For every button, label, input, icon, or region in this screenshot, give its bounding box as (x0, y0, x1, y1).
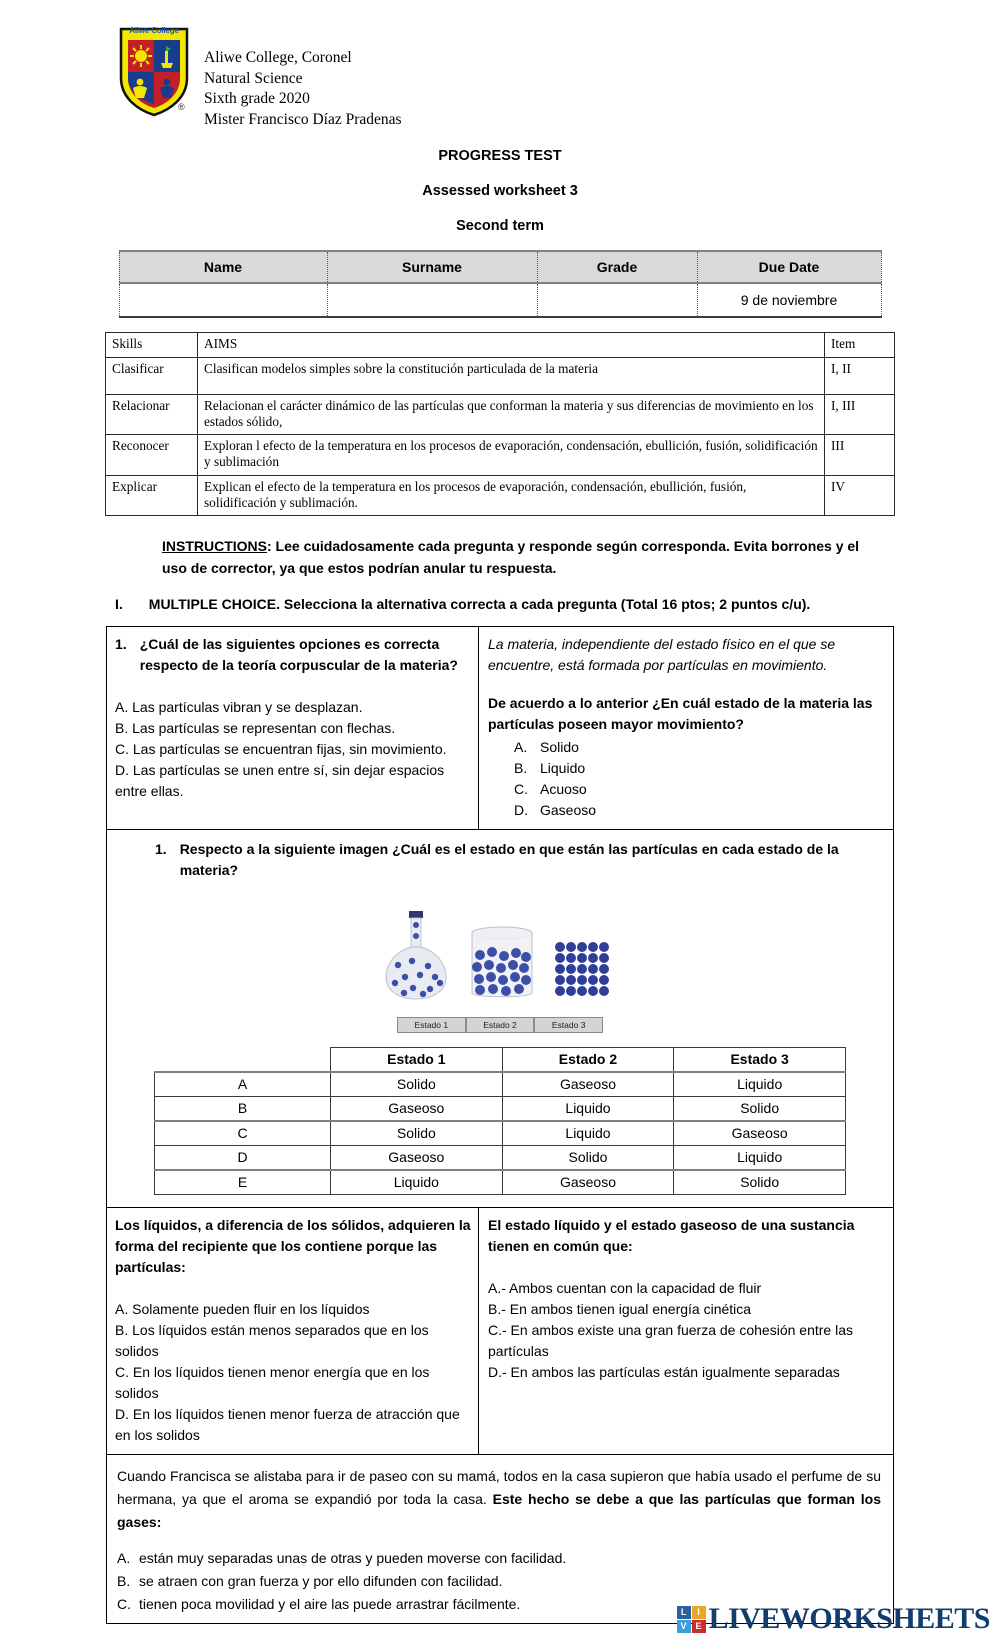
table-row[interactable] (155, 1072, 846, 1097)
cell-estado-2: Gaseoso (502, 1072, 674, 1097)
student-info-table (119, 250, 882, 318)
option-b-letter: B. (514, 760, 528, 777)
aim-cell: Relacionan el carácter dinámico de las partículas que conforman la materia y sus diferencias de movimiento en los estados sólido, (198, 394, 825, 434)
section-numeral: I. (115, 596, 123, 613)
option-a[interactable] (117, 1547, 881, 1570)
school-info-block (204, 26, 402, 130)
school-name: Aliwe College, Coronel (204, 49, 352, 66)
question-1-options (115, 697, 472, 802)
item-cell: I, II (825, 357, 895, 394)
option-c-text: Acuoso (540, 781, 587, 798)
option-a-text: Solido (540, 739, 579, 756)
row-letter: A (155, 1072, 331, 1097)
figure-label-estado-1: Estado 1 (397, 1017, 466, 1033)
table-row (106, 357, 895, 394)
option-c[interactable]: C. En los líquidos tienen menor energía que en los solidos (115, 1364, 430, 1402)
option-d-letter: D. (514, 802, 528, 819)
liveworksheets-logo[interactable] (677, 1602, 990, 1636)
col-surname: Surname (327, 251, 537, 283)
school-shield-logo (118, 26, 190, 118)
option-c-text: tienen poca movilidad y el aire las puede arrastrar fácilmente. (139, 1595, 521, 1612)
answer-matrix-table (154, 1047, 846, 1195)
table-header-row (155, 1048, 846, 1073)
col-aims: AIMS (198, 333, 825, 357)
option-d-text: Gaseoso (540, 802, 597, 819)
cell-estado-2: Liquido (502, 1121, 674, 1146)
instructions-label: INSTRUCTIONS (162, 537, 267, 554)
col-name: Name (119, 251, 327, 283)
cell-estado-2: Liquido (502, 1097, 674, 1122)
cell-estado-3: Liquido (674, 1146, 846, 1171)
cell-estado-1: Liquido (331, 1170, 503, 1195)
question-1-prompt-row (115, 634, 472, 676)
table-row[interactable] (155, 1097, 846, 1122)
option-b-text: se atraen con gran fuerza y por ello difunden con facilidad. (139, 1573, 503, 1590)
col-estado-1: Estado 1 (331, 1048, 503, 1073)
option-a[interactable]: A. Las partículas vibran y se desplazan. (115, 699, 363, 716)
option-c[interactable]: C.- En ambos existe una gran fuerza de cohesión entre las partículas (488, 1322, 853, 1360)
logo-wordmark: LIVEWORKSHEETS (708, 1602, 990, 1635)
live-blocks-icon (677, 1606, 706, 1633)
question-box-1 (106, 626, 894, 830)
aim-cell: Clasifican modelos simples sobre la constitución particulada de la materia (198, 357, 825, 394)
aim-cell: Exploran l efecto de la temperatura en los procesos de evaporación, condensación, ebullición, fusión, solidificación y sublimación (198, 435, 825, 475)
option-c[interactable] (514, 779, 885, 800)
option-b[interactable] (117, 1570, 881, 1593)
teacher-name: Mister Francisco Díaz Pradenas (204, 110, 402, 128)
col-item: Item (825, 333, 895, 357)
question-5-options (488, 1278, 885, 1383)
cell-estado-3: Solido (674, 1170, 846, 1195)
block-letter-l: L (677, 1606, 691, 1619)
option-b[interactable] (514, 758, 885, 779)
col-estado-3: Estado 3 (674, 1048, 846, 1073)
option-b[interactable]: B. Las partículas se representan con flechas. (115, 720, 396, 737)
worksheet-subtitle: Assessed worksheet 3 (422, 183, 578, 200)
option-a-text: están muy separadas unas de otras y pueden moverse con facilidad. (139, 1550, 567, 1567)
figure-label-estado-2: Estado 2 (466, 1017, 535, 1033)
cell-estado-3: Solido (674, 1097, 846, 1122)
grade-year: Sixth grade 2020 (204, 90, 310, 108)
cell-estado-1: Gaseoso (331, 1146, 503, 1171)
col-skills: Skills (106, 333, 198, 357)
table-header-row (119, 251, 881, 283)
cell-estado-2: Solido (502, 1146, 674, 1171)
option-c-letter: C. (117, 1595, 131, 1612)
option-a[interactable]: A. Solamente pueden fluir en los líquidos (115, 1301, 370, 1318)
skill-cell: Explicar (106, 475, 198, 515)
cube-solid-icon (552, 939, 616, 1001)
option-b[interactable]: B. Los líquidos están menos separados que en los solidos (115, 1322, 429, 1360)
block-letter-i: I (692, 1606, 706, 1619)
name-input-cell[interactable] (119, 283, 327, 317)
question-box-2 (106, 1208, 894, 1455)
col-grade: Grade (537, 251, 697, 283)
question-box-3 (106, 830, 894, 1208)
option-a-letter: A. (514, 739, 528, 756)
question-2-column (479, 627, 893, 829)
aim-cell: Explican el efecto de la temperatura en los procesos de evaporación, condensación, ebullición, fusión, solidificación y sublimación. (198, 475, 825, 515)
question-5-column (479, 1208, 893, 1454)
option-c-letter: C. (514, 781, 528, 798)
skill-cell: Relacionar (106, 394, 198, 434)
school-header (0, 0, 1000, 130)
option-d[interactable] (514, 800, 885, 821)
shield-caption: Aliwe College (129, 26, 179, 35)
question-4-column (107, 1208, 479, 1454)
question-2-statement: La materia, independiente del estado físico en el que se encuentre, está formada por partículas en movimiento. (488, 636, 836, 674)
question-4-prompt: Los líquidos, a diferencia de los sólidos, adquieren la forma del recipiente que los contiene porque las partículas: (115, 1217, 471, 1276)
table-row[interactable] (155, 1146, 846, 1171)
item-cell: III (825, 435, 895, 475)
cell-estado-1: Solido (331, 1072, 503, 1097)
question-3-prompt: Respecto a la siguiente imagen ¿Cuál es el estado en que están las partículas en cada estado de la materia? (179, 841, 839, 879)
question-3-number: 1. (155, 841, 167, 858)
item-cell: IV (825, 475, 895, 515)
table-header-row (106, 333, 895, 357)
option-d[interactable]: D.- En ambos las partículas están igualmente separadas (488, 1364, 840, 1381)
question-2-options (488, 737, 885, 821)
option-a-letter: A. (117, 1550, 131, 1567)
option-b-letter: B. (117, 1573, 131, 1590)
table-row (119, 283, 881, 317)
registered-mark: ® (178, 102, 185, 112)
question-6-bold-text: Este hecho se debe a que las partículas que forman los gases: (117, 1491, 881, 1530)
flask-gas-icon (380, 909, 452, 1001)
option-c[interactable]: C. Las partículas se encuentran fijas, sin movimiento. (115, 741, 447, 758)
skill-cell: Clasificar (106, 357, 198, 394)
section-multiple-choice-heading (105, 596, 895, 612)
instructions-paragraph (114, 536, 886, 579)
cell-estado-2: Gaseoso (502, 1170, 674, 1195)
surname-input-cell[interactable] (327, 283, 537, 317)
cell-estado-1: Solido (331, 1121, 503, 1146)
grade-input-cell[interactable] (537, 283, 697, 317)
table-row (106, 435, 895, 475)
row-letter: D (155, 1146, 331, 1171)
row-letter: B (155, 1097, 331, 1122)
skills-aims-table (105, 332, 895, 516)
option-d[interactable]: D. Las partículas se unen entre sí, sin dejar espacios entre ellas. (115, 762, 445, 800)
block-letter-v: V (677, 1620, 691, 1633)
question-3-prompt-row (117, 839, 883, 881)
option-d[interactable]: D. En los líquidos tienen menor fuerza de atracción que en los solidos (115, 1406, 460, 1444)
question-1-number: 1. (115, 636, 127, 653)
particle-states-figure (380, 893, 620, 1013)
figure-label-estado-3: Estado 3 (534, 1017, 603, 1033)
skill-cell: Reconocer (106, 435, 198, 475)
instructions-text: : Lee cuidadosamente cada pregunta y responde según corresponda. Evita borrones y el uso de corrector, ya que estos podrían anular tu respuesta. (162, 537, 860, 576)
cell-estado-3: Liquido (674, 1072, 846, 1097)
cell-estado-1: Gaseoso (331, 1097, 503, 1122)
block-letter-e: E (692, 1620, 706, 1633)
question-box-6 (106, 1455, 894, 1624)
option-a[interactable]: A.- Ambos cuentan con la capacidad de fluir (488, 1280, 762, 1297)
question-4-options (115, 1299, 472, 1446)
option-b[interactable]: B.- En ambos tienen igual energía cinética (488, 1301, 752, 1318)
col-due-date: Due Date (697, 251, 881, 283)
cell-estado-3: Gaseoso (674, 1121, 846, 1146)
option-a[interactable] (514, 737, 885, 758)
question-6-statement (117, 1465, 881, 1533)
question-1-column (107, 627, 479, 829)
col-blank (155, 1048, 331, 1073)
question-2-prompt: De acuerdo a lo anterior ¿En cuál estado de la materia las partículas poseen mayor movimiento? (488, 695, 873, 733)
subject-name: Natural Science (204, 69, 303, 87)
due-date-value: 9 de noviembre (697, 283, 881, 317)
question-6-text: Cuando Francisca se alistaba para ir de paseo con su mamá, todos en la casa supieron que había usado el perfume de su hermana, ya que el aroma se expandió por toda la casa. (117, 1468, 881, 1508)
figure-state-labels (397, 1017, 603, 1033)
col-estado-2: Estado 2 (502, 1048, 674, 1073)
section-text: MULTIPLE CHOICE. Selecciona la alternativa correcta a cada pregunta (Total 16 ptos; 2 puntos c/u). (148, 596, 811, 613)
table-row (106, 475, 895, 515)
test-title: PROGRESS TEST (438, 148, 562, 165)
table-row[interactable] (155, 1170, 846, 1195)
beaker-liquid-icon (466, 925, 538, 1001)
table-row (106, 394, 895, 434)
term-subtitle: Second term (456, 218, 544, 235)
table-row[interactable] (155, 1121, 846, 1146)
question-1-prompt: ¿Cuál de las siguientes opciones es correcta respecto de la teoría corpuscular de la materia? (139, 636, 458, 674)
row-letter: C (155, 1121, 331, 1146)
option-b-text: Liquido (540, 760, 586, 777)
item-cell: I, III (825, 394, 895, 434)
row-letter: E (155, 1170, 331, 1195)
question-5-prompt: El estado líquido y el estado gaseoso de una sustancia tienen en común que: (488, 1217, 855, 1255)
